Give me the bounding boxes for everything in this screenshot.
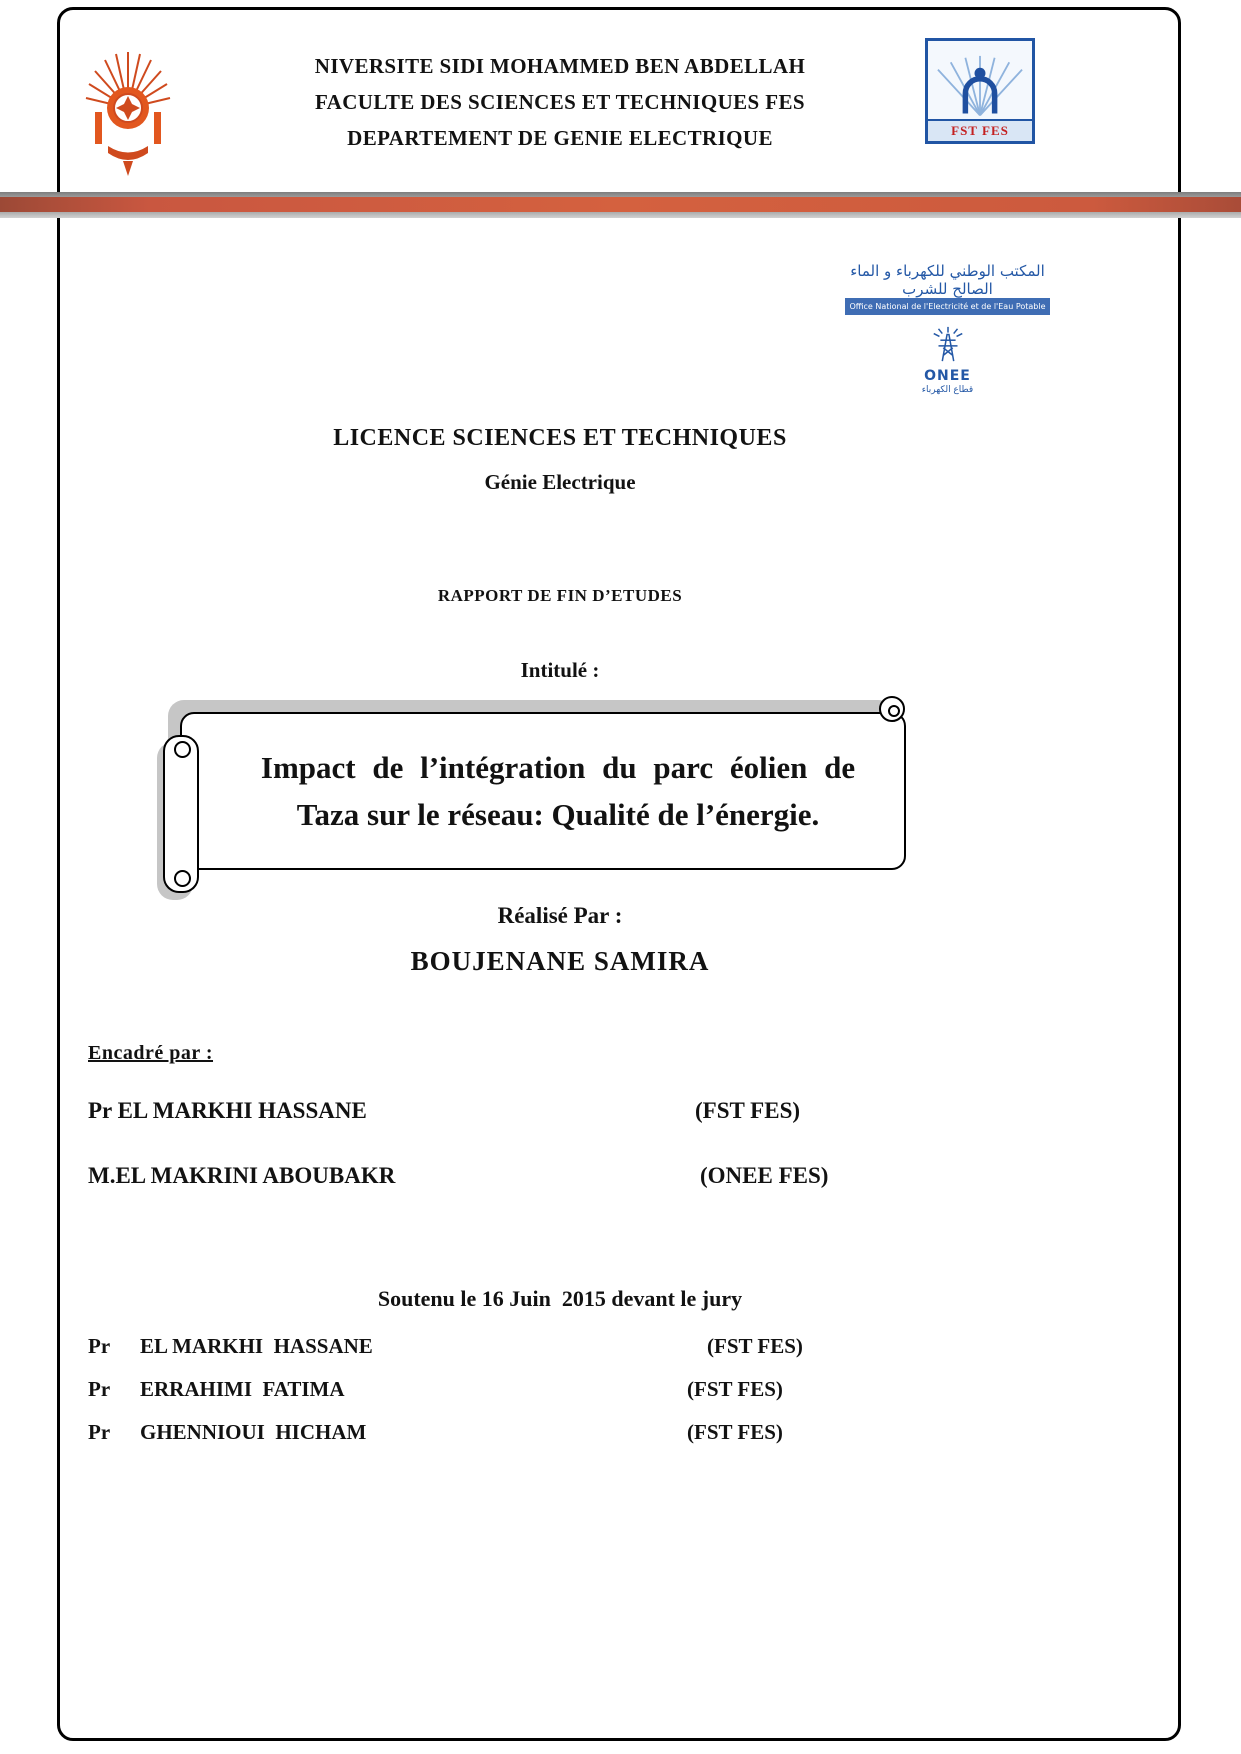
supervisor-name: M.EL MAKRINI ABOUBAKR [88, 1163, 396, 1188]
thesis-title-line1: Impact de l’intégration du parc éolien de [260, 750, 856, 785]
supervisor-row [88, 1163, 1088, 1189]
realise-label: Réalisé Par : [497, 903, 623, 928]
jury-member-title: Pr [88, 1420, 111, 1444]
jury-member-name: ERRAHIMI FATIMA [140, 1377, 345, 1401]
supervisor-name: Pr EL MARKHI HASSANE [88, 1098, 367, 1123]
author-name: BOUJENANE SAMIRA [410, 946, 710, 976]
jury-member-title: Pr [88, 1377, 111, 1401]
onee-arabic-title: المكتب الوطني للكهرباء و الماء الصالح للشرب [845, 262, 1045, 298]
encadre-label: Encadré par : [88, 1042, 214, 1064]
supervisor-row [88, 1098, 1088, 1124]
decorative-bar [0, 192, 1241, 218]
thesis-title-box [180, 712, 906, 870]
speciality: Génie Electrique [484, 470, 636, 494]
jury-member-affiliation: (FST FES) [707, 1334, 803, 1358]
jury-member-name: GHENNIOUI HICHAM [140, 1420, 367, 1444]
onee-name: ONEE [924, 368, 971, 384]
jury-member-affiliation: (FST FES) [687, 1420, 783, 1444]
jury-member-name: EL MARKHI HASSANE [140, 1334, 373, 1358]
university-name: NIVERSITE SIDI MOHAMMED BEN ABDELLAH [314, 54, 806, 78]
faculty-name: FACULTE DES SCIENCES ET TECHNIQUES FES [314, 90, 805, 114]
bar-stripe-bottom [0, 212, 1241, 218]
scroll-roll-icon [163, 735, 199, 893]
title-scroll-banner [160, 696, 925, 901]
thesis-title-line2: Taza sur le réseau: Qualité de l’énergie. [296, 797, 820, 832]
fst-logo-graphic [930, 55, 1030, 119]
intitule-label: Intitulé : [520, 658, 600, 682]
institution-header [190, 48, 930, 156]
fst-logo-label: FST FES [928, 119, 1032, 141]
fst-fes-logo [925, 38, 1035, 144]
degree-title: LICENCE SCIENCES ET TECHNIQUES [333, 425, 787, 451]
supervisor-affiliation: (ONEE FES) [700, 1163, 829, 1188]
onee-logo [845, 325, 1050, 396]
defense-statement: Soutenu le 16 Juin 2015 devant le jury [377, 1286, 743, 1311]
report-type: RAPPORT DE FIN D’ETUDES [437, 586, 683, 605]
department-name: DEPARTEMENT DE GENIE ELECTRIQUE [347, 126, 773, 150]
bar-stripe-main [0, 197, 1241, 212]
onee-subtitle-banner: Office National de l'Electricité et de l'Eau Potable [845, 298, 1050, 315]
supervisor-affiliation: (FST FES) [695, 1098, 801, 1123]
scroll-curl-icon [879, 696, 905, 722]
onee-arabic-subtitle: قطاع الكهرباء [921, 385, 974, 395]
jury-member-affiliation: (FST FES) [687, 1377, 783, 1401]
onee-tower-icon [926, 325, 970, 363]
university-emblem-icon [78, 46, 178, 180]
jury-member-title: Pr [88, 1334, 111, 1358]
